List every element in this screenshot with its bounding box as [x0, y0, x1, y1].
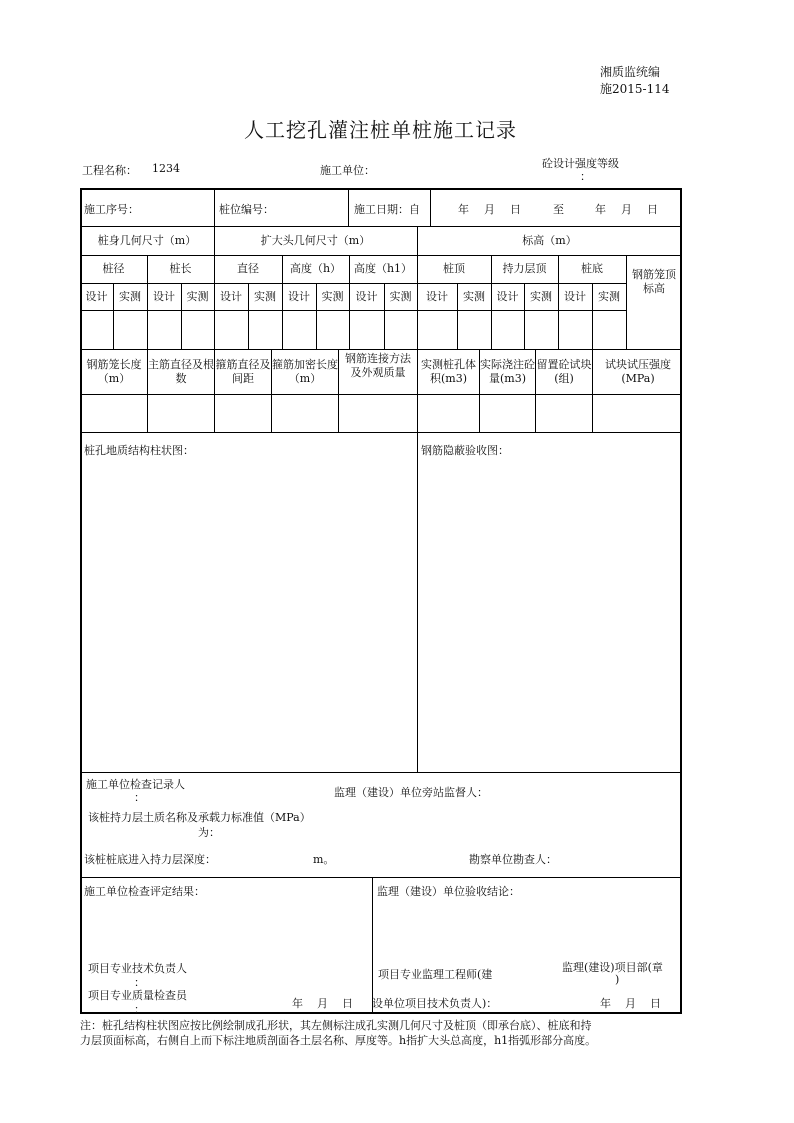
concrete-grade-label: 砼设计强度等级: [542, 157, 619, 170]
depth-label: 该桩桩底进入持力层深度：: [84, 853, 216, 866]
row-divider: [80, 310, 626, 311]
dept-seal-line1: 监理(建设)项目部(章: [562, 961, 663, 974]
group-elevation: 标高（m）: [522, 234, 577, 247]
bearing-layer-label: 该桩持力层土质名称及承载力标准值（MPa）: [88, 811, 311, 824]
note-line1: 注：桩孔结构柱状图应按比例绘制成孔形状，其左侧标注成孔实测几何尺寸及桩顶（即承台底）、桩底和持: [80, 1019, 592, 1032]
note-line2: 力层顶面标高，右侧自上而下标注地质剖面各土层名称、厚度等。h指扩大头总高度，h1指弧形部分高度。: [80, 1034, 597, 1047]
header-main-bar: 主筋直径及根数: [148, 358, 214, 385]
subheader-height-h1: 高度（h1）: [353, 262, 413, 275]
subheader-length: 桩长: [169, 262, 192, 275]
subheader-pile-top: 桩顶: [443, 262, 465, 275]
col-divider: [372, 877, 373, 1014]
row-divider: [80, 877, 682, 878]
recorder-label: 施工单位检查记录人: [86, 778, 185, 791]
quality-colon: ：: [134, 1003, 145, 1016]
owner-tech-label: 设单位项目技术负责人)：: [372, 997, 498, 1010]
design-label: 设计: [355, 290, 378, 303]
sign-day: 日: [650, 997, 661, 1010]
recorder-colon: ：: [134, 791, 145, 804]
header-strength: 试块试压强度(MPa): [605, 358, 671, 385]
row-divider: [80, 255, 682, 256]
col-divider: [214, 188, 215, 226]
design-label: 设计: [153, 290, 175, 303]
subheader-diameter: 桩径: [102, 262, 125, 275]
sign-month: 月: [317, 997, 328, 1010]
survey-label: 勘察单位勘查人：: [469, 853, 557, 866]
dept-seal-line2: ): [615, 973, 620, 986]
header-stirrup: 箍筋直径及间距: [215, 358, 271, 385]
actual-label: 实测: [119, 290, 141, 303]
header-hole-volume: 实测桩孔体积(m3): [421, 358, 476, 385]
tech-lead-label: 项目专业技术负责人: [88, 962, 187, 975]
design-label: 设计: [426, 290, 448, 303]
group-pile-body: 桩身几何尺寸（m）: [97, 234, 197, 247]
date-year: 年: [458, 203, 469, 216]
quality-inspector-label: 项目专业质量检查员: [88, 989, 187, 1002]
date-day: 日: [510, 203, 521, 216]
sign-year: 年: [292, 997, 303, 1010]
header-concrete-volume: 实际浇注砼量(m3): [480, 358, 535, 385]
design-label: 设计: [85, 290, 108, 303]
seq-label: 施工序号：: [84, 203, 139, 216]
col-divider: [338, 349, 339, 432]
sign-month: 月: [625, 997, 636, 1010]
header-sample-blocks: 留置砼试块(组): [536, 358, 592, 385]
concrete-grade-colon: ：: [580, 170, 591, 183]
design-label: 设计: [220, 290, 242, 303]
row-divider: [80, 226, 682, 227]
subheader-height-h: 高度（h）: [289, 262, 342, 275]
col-divider: [417, 432, 418, 772]
supervisor-label: 监理（建设）单位旁站监督人：: [334, 786, 488, 799]
form-code-line1: 湘质监统编: [600, 65, 661, 79]
date-year: 年: [595, 203, 606, 216]
project-name-label: 工程名称：: [82, 164, 137, 177]
actual-label: 实测: [598, 290, 620, 303]
actual-label: 实测: [389, 290, 412, 303]
row-divider: [80, 432, 682, 433]
design-label: 设计: [496, 290, 519, 303]
actual-label: 实测: [530, 290, 552, 303]
subheader-head-diameter: 直径: [237, 262, 259, 275]
supervision-conclusion-label: 监理（建设）单位验收结论：: [377, 885, 520, 898]
col-divider: [430, 188, 431, 226]
construction-result-label: 施工单位检查评定结果：: [84, 885, 205, 898]
date-label: 施工日期：自: [354, 203, 420, 216]
tech-lead-colon: ：: [134, 976, 145, 989]
actual-label: 实测: [321, 290, 344, 303]
sign-day: 日: [342, 997, 353, 1010]
date-to: 至: [553, 203, 564, 216]
col-divider: [348, 188, 349, 226]
geology-diagram-label: 桩孔地质结构柱状图：: [84, 444, 194, 457]
project-name-value: 1234: [152, 162, 180, 175]
form-code-line2: 施2015-114: [600, 82, 670, 96]
col-divider: [592, 349, 593, 432]
row-divider: [80, 283, 626, 284]
subheader-pile-bottom: 桩底: [581, 262, 603, 275]
page-title: 人工挖孔灌注桩单桩施工记录: [244, 118, 517, 142]
actual-label: 实测: [186, 290, 209, 303]
sign-year: 年: [600, 997, 611, 1010]
actual-label: 实测: [254, 290, 276, 303]
header-cage-length: 钢筋笼长度（m）: [86, 358, 142, 385]
bearing-layer-is: 为：: [198, 826, 220, 839]
row-divider: [80, 772, 682, 773]
date-month: 月: [621, 203, 632, 216]
col-divider: [626, 255, 627, 349]
actual-label: 实测: [463, 290, 485, 303]
design-label: 设计: [564, 290, 586, 303]
date-day: 日: [647, 203, 658, 216]
construction-unit-label: 施工单位：: [320, 164, 375, 177]
depth-unit: m。: [313, 853, 335, 866]
subheader-bearing-top: 持力层顶: [502, 262, 547, 275]
date-month: 月: [484, 203, 495, 216]
header-stirrup-dense: 箍筋加密长度（m）: [272, 358, 338, 385]
subheader-cage-elevation: 钢筋笼顶标高: [632, 268, 676, 295]
group-enlarged-head: 扩大头几何尺寸（m）: [260, 234, 371, 247]
supervision-engineer-label: 项目专业监理工程师(建: [378, 968, 493, 981]
header-connection: 钢筋连接方法及外观质量: [345, 352, 411, 379]
design-label: 设计: [288, 290, 310, 303]
rebar-diagram-label: 钢筋隐蔽验收图：: [421, 444, 509, 457]
pile-no-label: 桩位编号：: [219, 203, 274, 216]
